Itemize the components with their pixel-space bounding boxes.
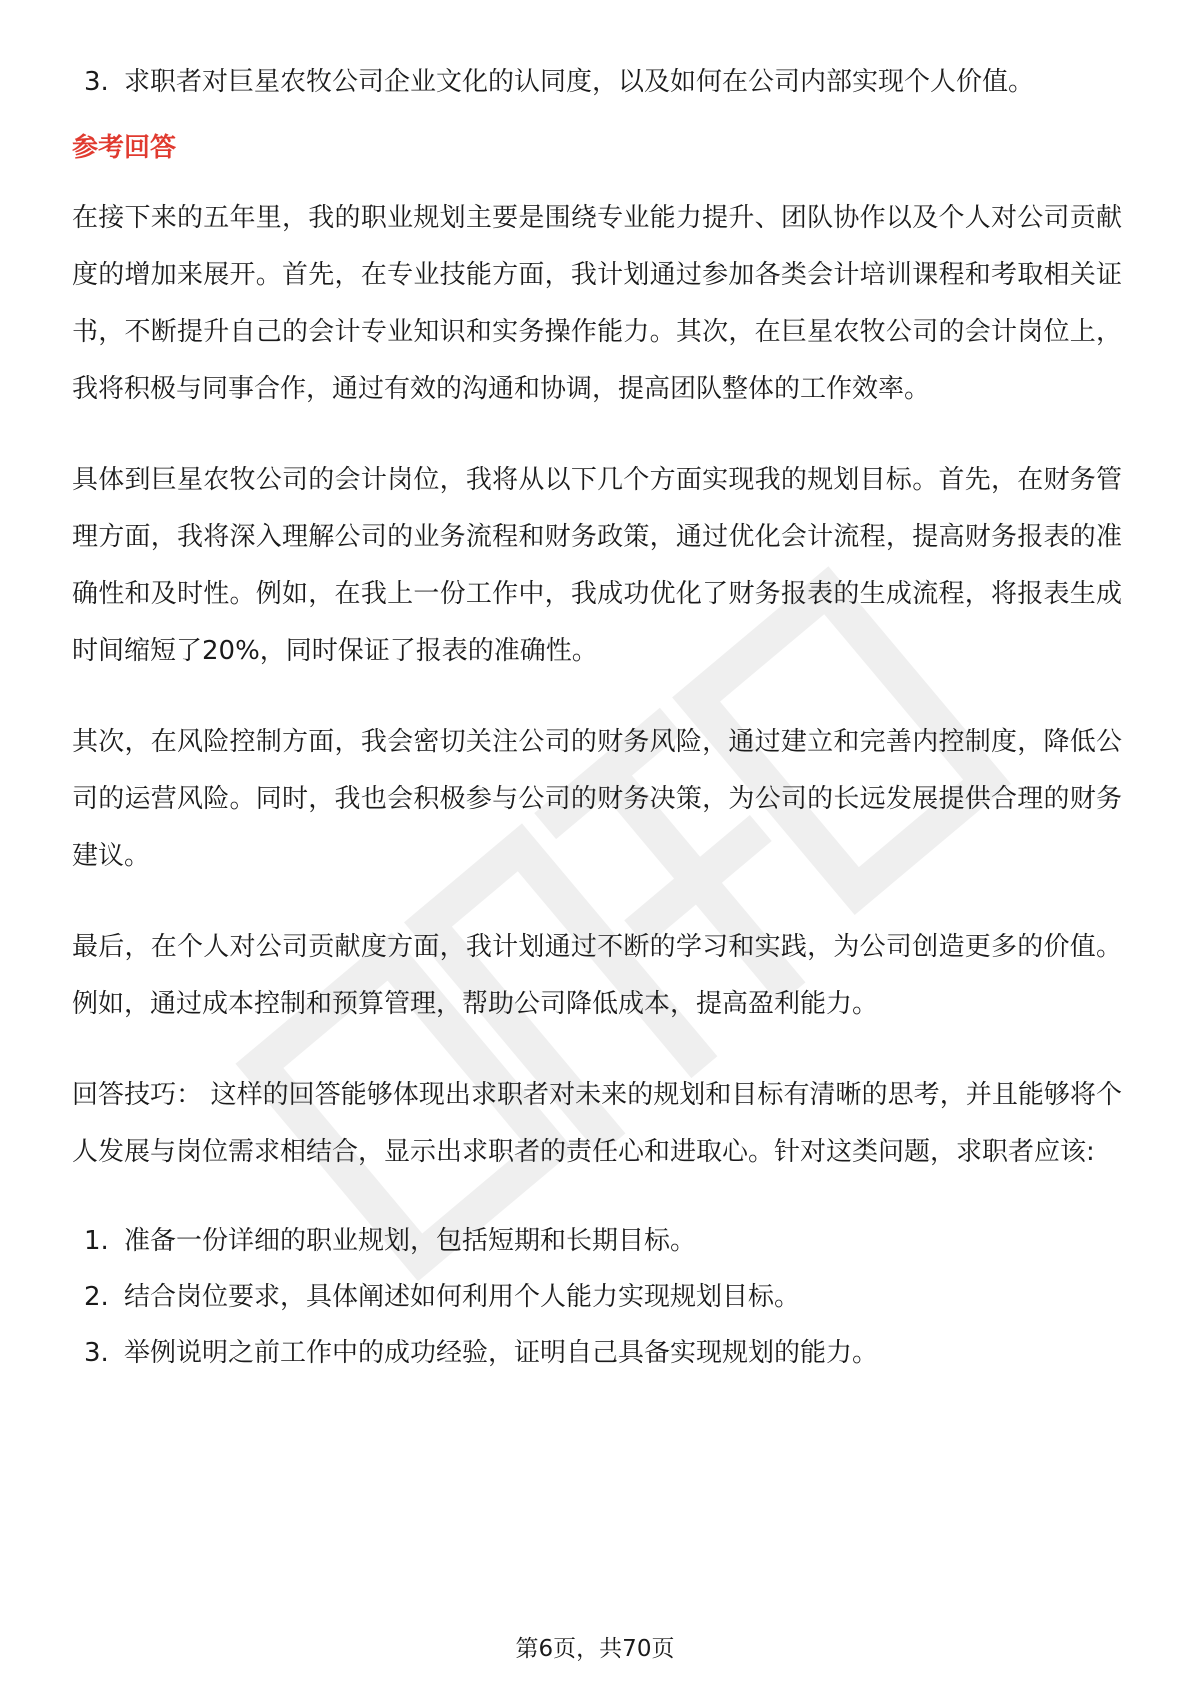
page-footer: 第6页，共70页	[515, 1636, 675, 1662]
paragraph: 在接下来的五年里，我的职业规划主要是围绕专业能力提升、团队协作以及个人对公司贡献度的增加来展开。首先，在专业技能方面，我计划通过参加各类会计培训课程和考取相关证书，不断提升自己的会计专业知识和实务操作能力。其次，在巨星农牧公司的会计岗位上，我将积极与同事合作，通过有效的沟通和协调，提高团队整体的工作效率。	[72, 203, 1122, 404]
list-item	[72, 1325, 1122, 1381]
list-item	[72, 56, 1122, 108]
list-number: 1.	[84, 1226, 109, 1256]
document-content	[72, 56, 1122, 1381]
paragraph: 具体到巨星农牧公司的会计岗位，我将从以下几个方面实现我的规划目标。首先，在财务管理方面，我将深入理解公司的业务流程和财务政策，通过优化会计流程，提高财务报表的准确性和及时性。例如，在我上一份工作中，我成功优化了财务报表的生成流程，将报表生成时间缩短了20%，同时保证了报表的准确性。	[72, 465, 1122, 666]
list-text: 举例说明之前工作中的成功经验，证明自己具备实现规划的能力。	[124, 1338, 879, 1368]
list-number: 2.	[84, 1282, 109, 1312]
list-text: 求职者对巨星农牧公司企业文化的认同度，以及如何在公司内部实现个人价值。	[124, 67, 1035, 97]
tips-list	[72, 1213, 1122, 1381]
question-list	[72, 56, 1122, 108]
paragraph-tips: 回答技巧： 这样的回答能够体现出求职者对未来的规划和目标有清晰的思考，并且能够将个人发展与岗位需求相结合，显示出求职者的责任心和进取心。针对这类问题，求职者应该:	[72, 1080, 1122, 1167]
section-heading: 参考回答	[72, 133, 177, 163]
paragraph: 最后，在个人对公司贡献度方面，我计划通过不断的学习和实践，为公司创造更多的价值。例如，通过成本控制和预算管理，帮助公司降低成本，提高盈利能力。	[72, 932, 1122, 1019]
list-number: 3.	[84, 1338, 109, 1368]
list-text: 准备一份详细的职业规划，包括短期和长期目标。	[124, 1226, 697, 1256]
list-text: 结合岗位要求，具体阐述如何利用个人能力实现规划目标。	[124, 1282, 801, 1312]
paragraph: 其次，在风险控制方面，我会密切关注公司的财务风险，通过建立和完善内控制度，降低公司的运营风险。同时，我也会积极参与公司的财务决策，为公司的长远发展提供合理的财务建议。	[72, 727, 1122, 871]
list-number: 3.	[84, 67, 109, 97]
list-item	[72, 1269, 1122, 1325]
list-item	[72, 1213, 1122, 1269]
